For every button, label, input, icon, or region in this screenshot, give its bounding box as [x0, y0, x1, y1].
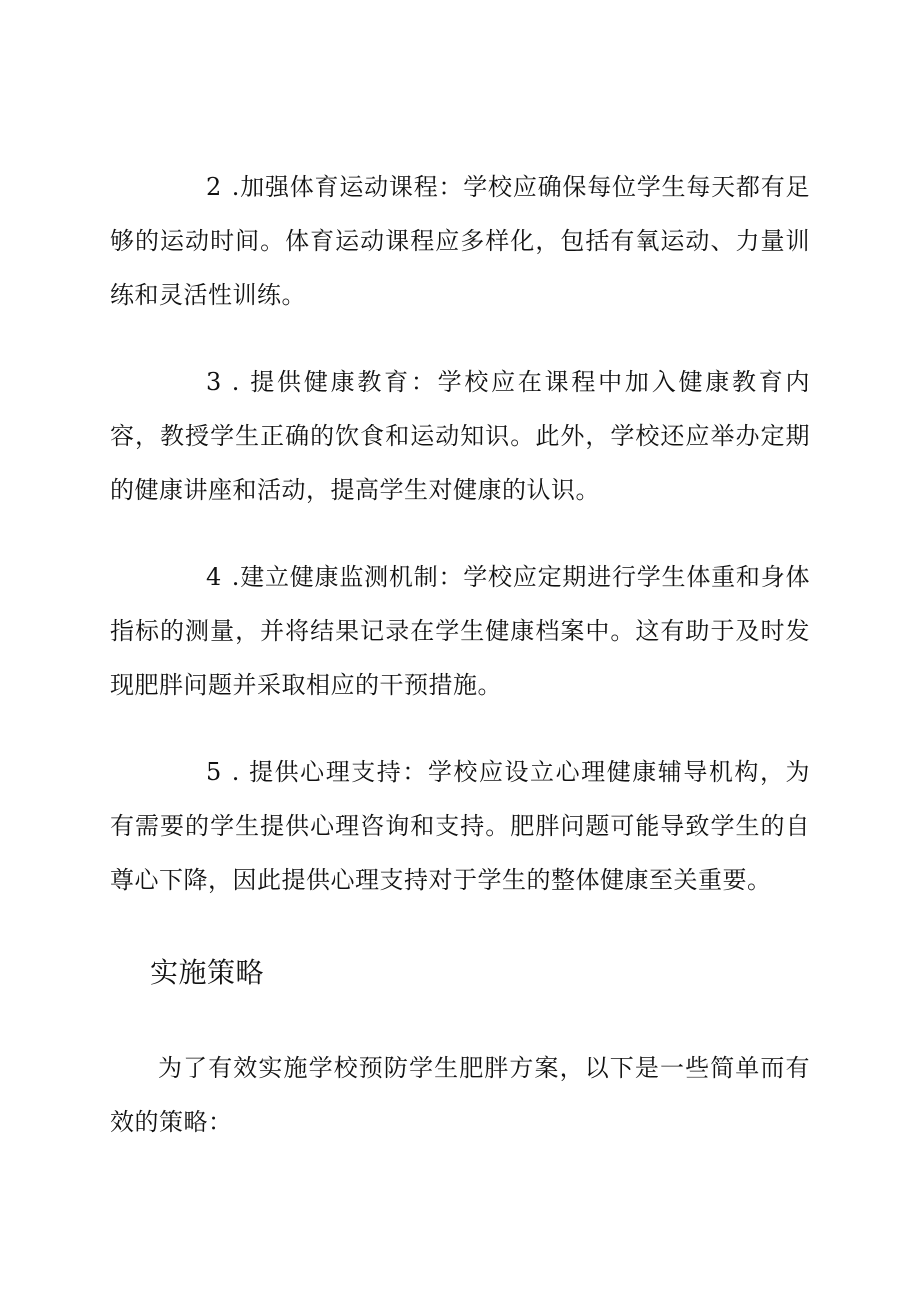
item-text: .加强体育运动课程：学校应确保每位学生每天都有足够的运动时间。体育运动课程应多样化，包括有氧运动、力量训练和灵活性训练。 — [110, 173, 810, 309]
section-intro: 为了有效实施学校预防学生肥胖方案，以下是一些简单而有效的策略： — [110, 1054, 810, 1136]
list-item-3 — [110, 355, 810, 517]
item-text: . 提供健康教育：学校应在课程中加入健康教育内容，教授学生正确的饮食和运动知识。此外，学校还应举办定期的健康讲座和活动，提高学生对健康的认识。 — [110, 368, 810, 504]
item-number: 2 — [206, 173, 222, 201]
list-item-2 — [110, 160, 810, 322]
item-number: 3 — [206, 368, 222, 396]
item-text: . 提供心理支持：学校应设立心理健康辅导机构，为有需要的学生提供心理咨询和支持。肥胖问题可能导致学生的自尊心下降，因此提供心理支持对于学生的整体健康至关重要。 — [110, 758, 810, 894]
item-number: 4 — [206, 563, 222, 591]
item-number: 5 — [206, 758, 222, 786]
list-item-5 — [110, 745, 810, 907]
list-item-4 — [110, 550, 810, 712]
section-heading: 实施策略 — [150, 956, 265, 989]
item-text: .建立健康监测机制：学校应定期进行学生体重和身体指标的测量，并将结果记录在学生健康档案中。这有助于及时发现肥胖问题并采取相应的干预措施。 — [110, 563, 810, 699]
